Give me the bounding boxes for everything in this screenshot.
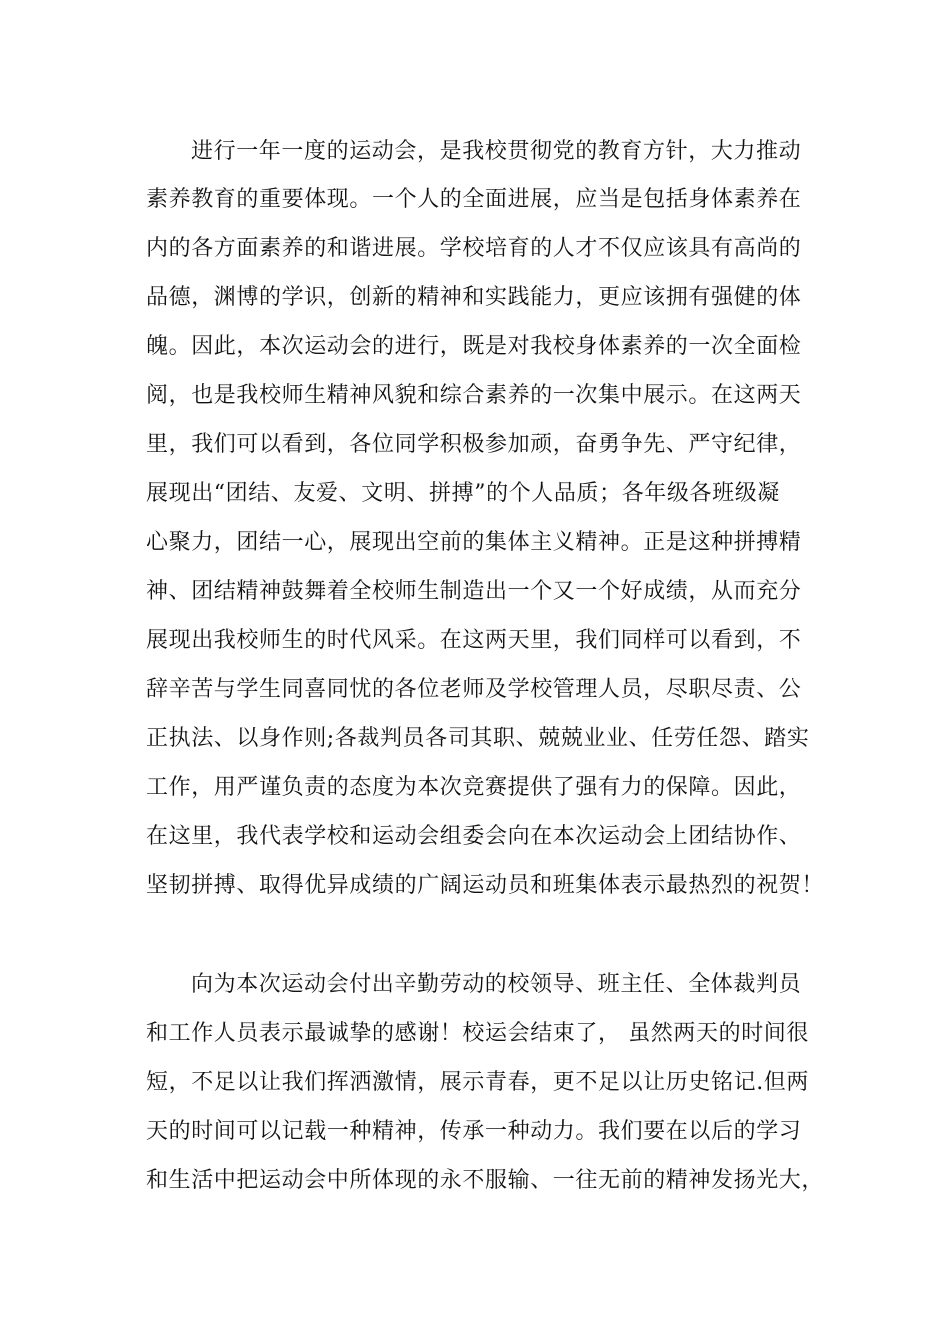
text-line: 展现出我校师生的时代风采。在这两天里，我们同样可以看到，不 bbox=[146, 628, 802, 653]
text-line: 工作，用严谨负责的态度为本次竞赛提供了强有力的保障。因此， bbox=[146, 775, 802, 800]
text-line: 正执法、以身作则;各裁判员各司其职、兢兢业业、任劳任怨、踏实 bbox=[146, 726, 810, 751]
text-line: 素养教育的重要体现。一个人的全面进展，应当是包括身体素养在 bbox=[146, 187, 802, 212]
text-line: 进行一年一度的运动会，是我校贯彻党的教育方针，大力推动 bbox=[191, 139, 802, 164]
text-line: 里，我们可以看到，各位同学积极参加顽，奋勇争先、严守纪律， bbox=[146, 432, 802, 457]
text-line: 阅，也是我校师生精神风貌和综合素养的一次集中展示。在这两天 bbox=[146, 383, 802, 408]
text-line: 心聚力，团结一心，展现出空前的集体主义精神。正是这种拼搏精 bbox=[146, 530, 802, 555]
text-line: 神、团结精神鼓舞着全校师生制造出一个又一个好成绩，从而充分 bbox=[146, 579, 802, 604]
text-line: 短，不足以让我们挥洒激情，展示青春，更不足以让历史铭记.但两 bbox=[146, 1070, 809, 1095]
text-line: 和工作人员表示最诚挚的感谢！校运会结束了， 虽然两天的时间很 bbox=[146, 1021, 809, 1046]
text-line: 天的时间可以记载一种精神，传承一种动力。我们要在以后的学习 bbox=[146, 1119, 802, 1144]
text-line: 魄。因此，本次运动会的进行，既是对我校身体素养的一次全面检 bbox=[146, 334, 802, 359]
text-line: 展现出“团结、友爱、文明、拼搏”的个人品质；各年级各班级凝 bbox=[146, 481, 780, 506]
text-line: 内的各方面素养的和谐进展。学校培育的人才不仅应该具有高尚的 bbox=[146, 236, 802, 261]
text-line: 向为本次运动会付出辛勤劳动的校领导、班主任、全体裁判员 bbox=[191, 972, 802, 997]
text-line: 品德，渊博的学识，创新的精神和实践能力，更应该拥有强健的体 bbox=[146, 285, 802, 310]
text-line: 在这里，我代表学校和运动会组委会向在本次运动会上团结协作、 bbox=[146, 824, 802, 849]
text-line: 和生活中把运动会中所体现的永不服输、一往无前的精神发扬光大， bbox=[146, 1168, 825, 1193]
text-line: 辞辛苦与学生同喜同忧的各位老师及学校管理人员，尽职尽责、公 bbox=[146, 677, 802, 702]
text-line: 坚韧拼搏、取得优异成绩的广阔运动员和班集体表示最热烈的祝贺！ bbox=[146, 873, 825, 898]
